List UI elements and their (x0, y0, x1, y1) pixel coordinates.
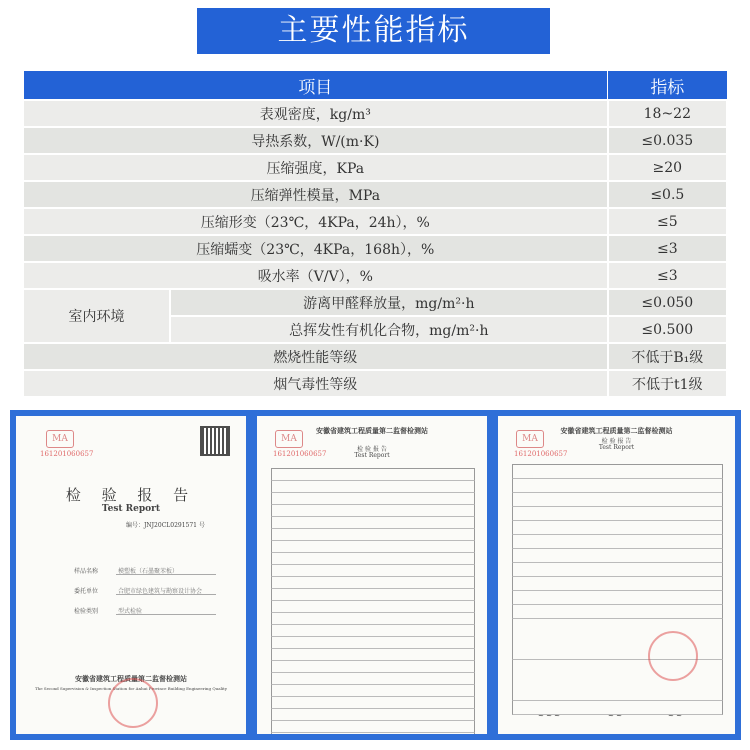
table-row (23, 235, 727, 262)
value-cell: ≤0.050 (608, 289, 727, 316)
certificate-cover (16, 416, 246, 734)
table-row (23, 127, 727, 154)
results-table (271, 468, 475, 734)
station-header: 安徽省建筑工程质量第二监督检测站 (560, 426, 673, 435)
station-header: 安徽省建筑工程质量第二监督检测站 (316, 426, 428, 435)
item-cell: 游离甲醛释放量，mg/m²·h (170, 289, 608, 316)
cert-number: 161201060657 (40, 450, 94, 458)
item-cell: 表观密度，kg/m³ (23, 100, 608, 127)
qr-code-icon (202, 428, 228, 454)
performance-table (22, 70, 728, 398)
report-title: 检 验 报 告 (357, 446, 387, 453)
item-cell: 烟气毒性等级 (23, 370, 608, 397)
cma-logo: MA (46, 430, 74, 448)
field-label: 检验类别 (74, 608, 99, 615)
item-cell: 总挥发性有机化合物，mg/m²·h (170, 316, 608, 343)
field-value: 合肥市绿色建筑与勘察设计协会 (118, 588, 203, 595)
value-cell: ≤0.500 (608, 316, 727, 343)
cma-logo: MA (275, 430, 303, 448)
field-label: 委托单位 (74, 588, 99, 595)
report-title: 检 验 报 告 (601, 438, 632, 445)
official-seal-icon (648, 631, 698, 681)
table-row (23, 262, 727, 289)
field-value: 模塑板（石墨聚苯板） (118, 568, 179, 575)
certificate-gallery (10, 410, 741, 740)
cert-number: 161201060657 (514, 450, 568, 458)
item-cell: 吸水率（V/V），% (23, 262, 608, 289)
table-row (23, 154, 727, 181)
value-cell: ≥20 (608, 154, 727, 181)
field-line (116, 594, 216, 595)
item-cell: 压缩强度，KPa (23, 154, 608, 181)
field-value: 型式检验 (118, 608, 143, 615)
value-cell: 不低于B₁级 (608, 343, 727, 370)
field-label: 样品名称 (74, 568, 99, 575)
table-row (23, 100, 727, 127)
table-row (23, 181, 727, 208)
cma-logo: MA (516, 430, 544, 448)
item-cell: 导热系数，W/(m·K) (23, 127, 608, 154)
value-cell: ≤3 (608, 235, 727, 262)
field-line (116, 574, 216, 575)
value-cell: ≤0.035 (608, 127, 727, 154)
signature-icon: ~ ~ ~ (538, 712, 561, 720)
signature-icon: ~ ~ (608, 712, 622, 720)
certificate-page-2 (257, 416, 487, 734)
table-row (23, 208, 727, 235)
value-cell: 18~22 (608, 100, 727, 127)
table-row (23, 370, 727, 397)
item-cell: 燃烧性能等级 (23, 343, 608, 370)
env-label-cell: 室内环境 (23, 289, 170, 343)
page-title: 主要性能指标 (197, 8, 550, 54)
official-seal-icon (108, 678, 158, 728)
station-name-en: The Second Supervision & Inspection Station for Anhui Province Building Engineering Quality (34, 686, 228, 691)
field-line (116, 614, 216, 615)
header-value: 指标 (608, 71, 727, 101)
value-cell: ≤3 (608, 262, 727, 289)
value-cell: ≤0.5 (608, 181, 727, 208)
item-cell: 压缩形变（23℃，4KPa，24h），% (23, 208, 608, 235)
certificate-page-3 (498, 416, 735, 734)
report-title-en: Test Report (598, 444, 635, 451)
value-cell: 不低于t1级 (608, 370, 727, 397)
cert-number: 161201060657 (273, 450, 327, 458)
value-cell: ≤5 (608, 208, 727, 235)
report-title: 检 验 报 告 (65, 486, 197, 504)
table-row (23, 343, 727, 370)
report-title-en: Test Report (354, 452, 390, 459)
header-item: 项目 (23, 71, 608, 101)
report-number: 编号：JNJ20CL0291571 号 (126, 522, 205, 529)
info-table (512, 464, 723, 715)
station-name: 安徽省建筑工程质量第二监督检测站 (75, 674, 187, 683)
report-title-en: Test Report (101, 504, 161, 514)
item-cell: 压缩蠕变（23℃，4KPa，168h），% (23, 235, 608, 262)
signature-icon: ~ ~ (668, 712, 682, 720)
table-header-row (23, 71, 727, 101)
table-row (23, 289, 727, 316)
item-cell: 压缩弹性模量，MPa (23, 181, 608, 208)
